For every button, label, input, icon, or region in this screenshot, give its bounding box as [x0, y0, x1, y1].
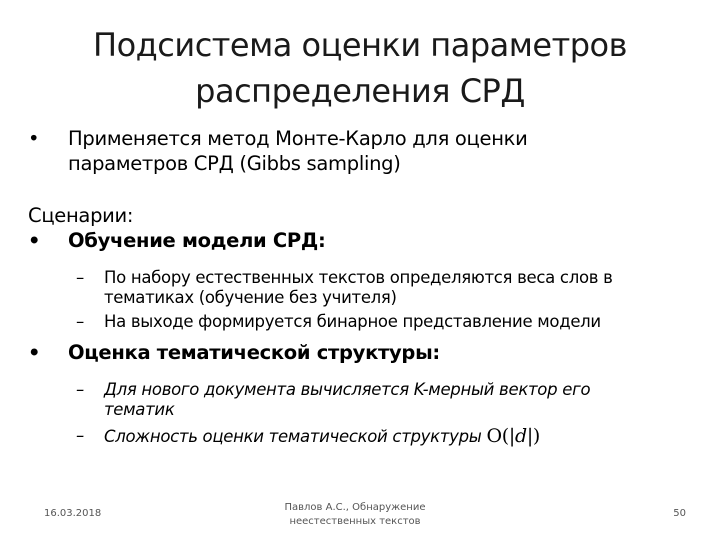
section-training-heading: [28, 228, 698, 253]
intro-bullet: [28, 126, 698, 176]
dash-icon: –: [76, 380, 84, 399]
intro-bullet-line1: Применяется метод Монте-Карло для оценки: [68, 127, 528, 150]
footer-page-number: 50: [673, 508, 686, 519]
footer-author: [270, 501, 440, 529]
dash-icon: –: [76, 268, 84, 287]
bullet-icon: •: [28, 127, 40, 150]
section-heading-text: Оценка тематической структуры:: [68, 341, 440, 364]
bullet-icon: •: [28, 341, 41, 364]
footer-author-line1: Павлов А.С., Обнаружение: [284, 502, 426, 513]
training-item-1-line2: тематиках (обучение без учителя): [104, 288, 397, 307]
slide-title-line2: распределения СРД: [195, 72, 525, 110]
training-item-2: [28, 312, 698, 332]
training-item-1-line1: По набору естественных текстов определяются веса слов в: [104, 268, 613, 287]
dash-icon: –: [76, 426, 84, 445]
footer-author-line2: неестественных текстов: [289, 516, 421, 527]
estimation-item-2: [28, 426, 698, 447]
slide-body: [28, 126, 698, 447]
formula-prefix: O(|: [486, 425, 515, 447]
estimation-item-1-line1: Для нового документа вычисляется K-мерный вектор его: [104, 380, 591, 399]
complexity-formula: [486, 425, 540, 447]
estimation-item-1-line2: тематик: [104, 400, 175, 419]
section-heading-text: Обучение модели СРД:: [68, 229, 326, 252]
scenarios-label: Сценарии:: [28, 204, 134, 227]
intro-bullet-line2: параметров СРД (Gibbs sampling): [68, 152, 401, 175]
estimation-item-2-text: Сложность оценки тематической структуры: [104, 427, 482, 446]
formula-variable: d: [514, 425, 527, 447]
dash-icon: –: [76, 312, 84, 331]
slide-title: [40, 22, 680, 114]
training-item-1: [28, 268, 698, 308]
estimation-item-1: [28, 380, 698, 420]
training-item-2-line1: На выходе формируется бинарное представление модели: [104, 312, 601, 331]
section-estimation-heading: [28, 340, 698, 365]
bullet-icon: •: [28, 229, 41, 252]
formula-suffix: |): [526, 425, 541, 447]
slide-title-line1: Подсистема оценки параметров: [93, 26, 627, 64]
footer-date: 16.03.2018: [44, 508, 102, 519]
